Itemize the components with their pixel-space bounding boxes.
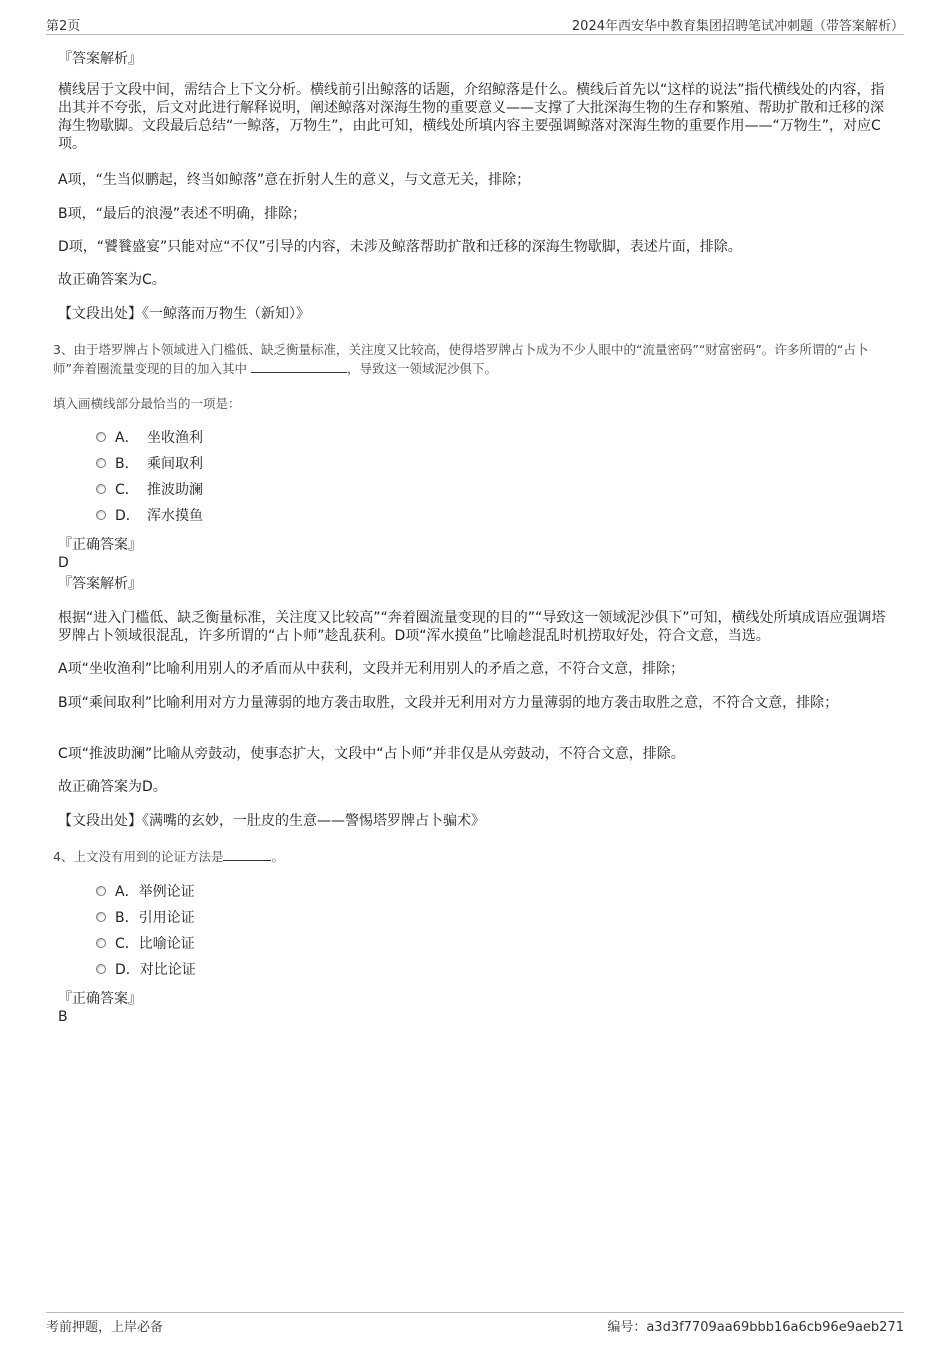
radio-icon[interactable] [96, 912, 106, 922]
option-c-analysis: C项“推波助澜”比喻从旁鼓动，使事态扩大，文段中“占卜师”并非仅是从旁鼓动，不符合文意，排除。 [58, 746, 685, 762]
correct-answer-label: 『正确答案』 [58, 991, 142, 1007]
document-code: 编号：a3d3f7709aa69bbb16a6cb96e9aeb271 [607, 1320, 904, 1335]
analysis-text: 根据“进入门槛低、缺乏衡量标准，关注度又比较高”“奔着圈流量变现的目的”“导致这一领域泥沙俱下”可知，横线处所填成语应强调塔罗牌占卜领域很混乱，许多所谓的“占卜师”趁乱获利。D项“浑水摸鱼”比喻趁混乱时机捞取好处，符合文意，当选。 [58, 610, 886, 644]
option-b[interactable]: B． 乘间取利 [96, 454, 203, 474]
question-3-text-end: ，导致这一领域泥沙俱下。 [346, 361, 497, 376]
correct-answer: D [58, 555, 69, 571]
question-3-text: 3、由于塔罗牌占卜领域进入门槛低、缺乏衡量标准，关注度又比较高，使得塔罗牌占卜成为不少人眼中的“流量密码”“财富密码”。许多所谓的“占卜师”奔着圈流量变现的目的加入其中 [53, 342, 869, 376]
option-b-analysis: B项“乘间取利”比喻利用对方力量薄弱的地方袭击取胜，文段并无利用对方力量薄弱的地方袭击取胜之意，不符合文意，排除； [58, 695, 839, 711]
radio-icon[interactable] [96, 964, 106, 974]
correct-answer-label: 『正确答案』 [58, 537, 142, 553]
question-3-prompt: 填入画横线部分最恰当的一项是： [53, 396, 241, 411]
option-d-analysis: D项，“饕餮盛宴”只能对应“不仅”引导的内容，未涉及鲸落帮助扩散和迁移的深海生物歇脚，表述片面，排除。 [58, 239, 742, 255]
radio-icon[interactable] [96, 458, 106, 468]
option-b-analysis: B项，“最后的浪漫”表述不明确，排除； [58, 206, 307, 222]
option-d[interactable]: D． 浑水摸鱼 [96, 506, 203, 526]
page-header [46, 14, 904, 35]
analysis-label: 『答案解析』 [58, 51, 142, 67]
option-c[interactable]: C． 推波助澜 [96, 480, 203, 500]
option-b[interactable]: B．引用论证 [96, 908, 195, 928]
radio-icon[interactable] [96, 484, 106, 494]
option-d[interactable]: D．对比论证 [96, 960, 196, 980]
radio-icon[interactable] [96, 510, 106, 520]
option-a-analysis: A项，“生当似鹏起，终当如鲸落”意在折射人生的意义，与文意无关，排除； [58, 172, 531, 188]
analysis-label: 『答案解析』 [58, 576, 142, 592]
page-footer [46, 1312, 904, 1333]
document-title: 2024年西安华中教育集团招聘笔试冲刺题（带答案解析） [571, 19, 904, 34]
conclusion: 故正确答案为C。 [58, 272, 166, 288]
analysis-text: 横线居于文段中间，需结合上下文分析。横线前引出鲸落的话题，介绍鲸落是什么。横线后首先以“这样的说法”指代横线处的内容，指出其并不夸张，后文对此进行解释说明，阐述鲸落对深海生物的重要意义——支撑了大批深海生物的生存和繁殖、帮助扩散和迁移的深海生物歇脚。文段最后总结“一鲸落，万物生”，由此可知，横线处所填内容主要强调鲸落对深海生物的重要作用——“万物生”，对应C项。 [58, 82, 885, 152]
option-a-analysis: A项“坐收渔利”比喻利用别人的矛盾而从中获利，文段并无利用别人的矛盾之意，不符合文意，排除； [58, 661, 685, 677]
source: 【文段出处】《一鲸落而万物生（新知）》 [58, 306, 310, 322]
correct-answer: B [58, 1009, 68, 1025]
option-a[interactable]: A． 坐收渔利 [96, 428, 203, 448]
conclusion: 故正确答案为D。 [58, 779, 167, 795]
option-a[interactable]: A．举例论证 [96, 882, 195, 902]
question-4-text-end: 。 [271, 849, 284, 864]
question-4-text: 4、上文没有用到的论证方法是 [53, 849, 224, 864]
source: 【文段出处】《满嘴的玄妙，一肚皮的生意——警惕塔罗牌占卜骗术》 [58, 813, 485, 829]
question-4-stem [53, 847, 284, 865]
fill-blank [251, 360, 347, 373]
radio-icon[interactable] [96, 938, 106, 948]
question-3-stem [53, 340, 888, 378]
radio-icon[interactable] [96, 886, 106, 896]
fill-blank [223, 848, 271, 861]
footer-slogan: 考前押题，上岸必备 [46, 1320, 164, 1335]
page-number: 第2页 [46, 19, 81, 34]
option-c[interactable]: C．比喻论证 [96, 934, 195, 954]
radio-icon[interactable] [96, 432, 106, 442]
